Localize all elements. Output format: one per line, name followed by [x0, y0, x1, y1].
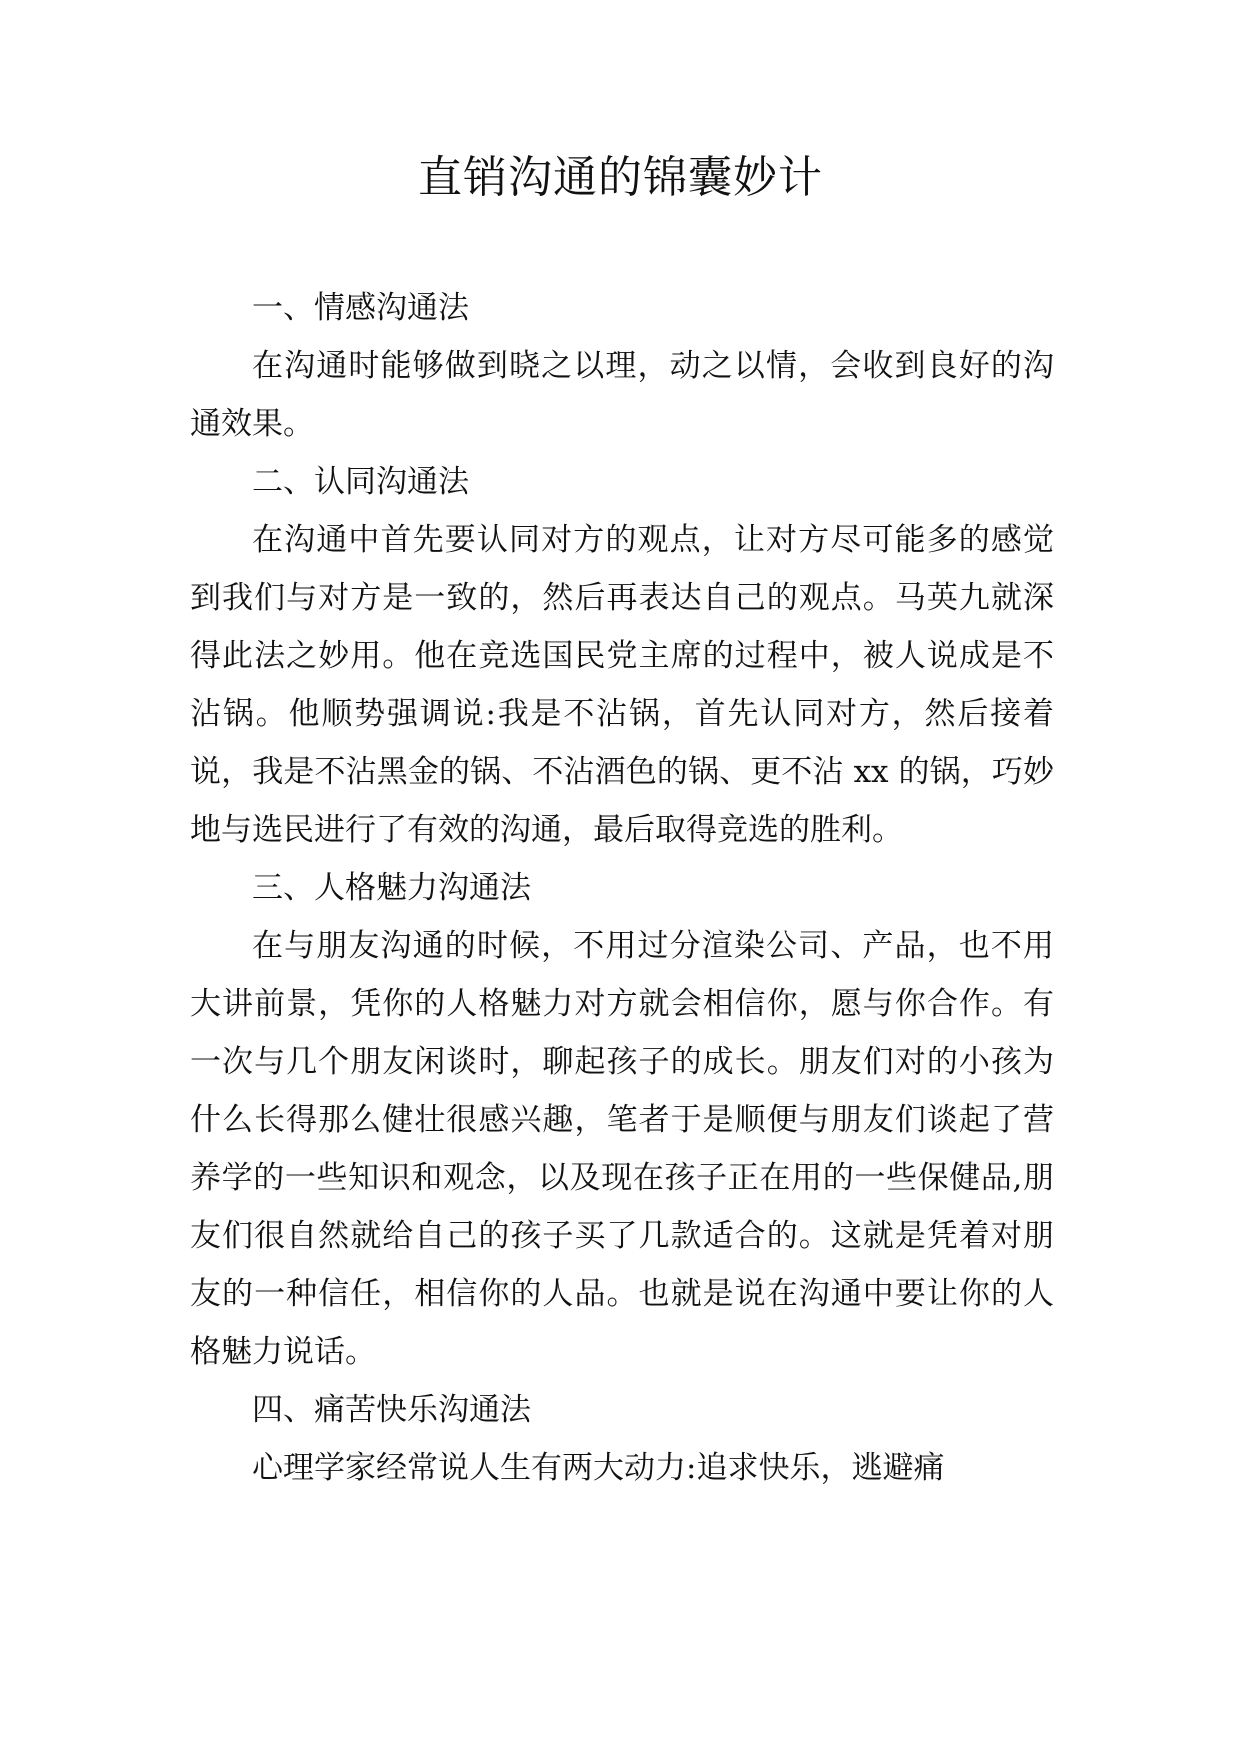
heading-pain-pleasure-communication: 四、痛苦快乐沟通法: [252, 1392, 531, 1428]
heading-emotional-communication: 一、情感沟通法: [252, 290, 469, 326]
heading-charisma-communication: 三、人格魅力沟通法: [252, 870, 531, 906]
document-body: [190, 279, 1054, 1497]
document-title: 直销沟通的锦囊妙计: [418, 152, 823, 203]
paragraph-agreement-communication: 在沟通中首先要认同对方的观点，让对方尽可能多的感觉到我们与对方是一致的，然后再表达自己的观点。马英九就深得此法之妙用。他在竞选国民党主席的过程中，被人说成是不沾锅。他顺势强调说:我是不沾锅，首先认同对方，然后接着说，我是不沾黑金的锅、不沾酒色的锅、更不沾 xx 的锅，巧妙地与选民进行了有效的沟通，最后取得竞选的胜利。: [190, 522, 1054, 848]
paragraph-charisma-communication: 在与朋友沟通的时候，不用过分渲染公司、产品，也不用大讲前景，凭你的人格魅力对方就会相信你，愿与你合作。有一次与几个朋友闲谈时，聊起孩子的成长。朋友们对的小孩为什么长得那么健壮很感兴趣，笔者于是顺便与朋友们谈起了营养学的一些知识和观念，以及现在孩子正在用的一些保健品,朋友们很自然就给自己的孩子买了几款适合的。这就是凭着对朋友的一种信任，相信你的人品。也就是说在沟通中要让你的人格魅力说话。: [190, 928, 1054, 1370]
heading-agreement-communication: 二、认同沟通法: [252, 464, 469, 500]
paragraph-pain-pleasure-communication: 心理学家经常说人生有两大动力:追求快乐，逃避痛: [252, 1450, 945, 1486]
paragraph-emotional-communication: 在沟通时能够做到晓之以理，动之以情，会收到良好的沟通效果。: [190, 348, 1054, 442]
